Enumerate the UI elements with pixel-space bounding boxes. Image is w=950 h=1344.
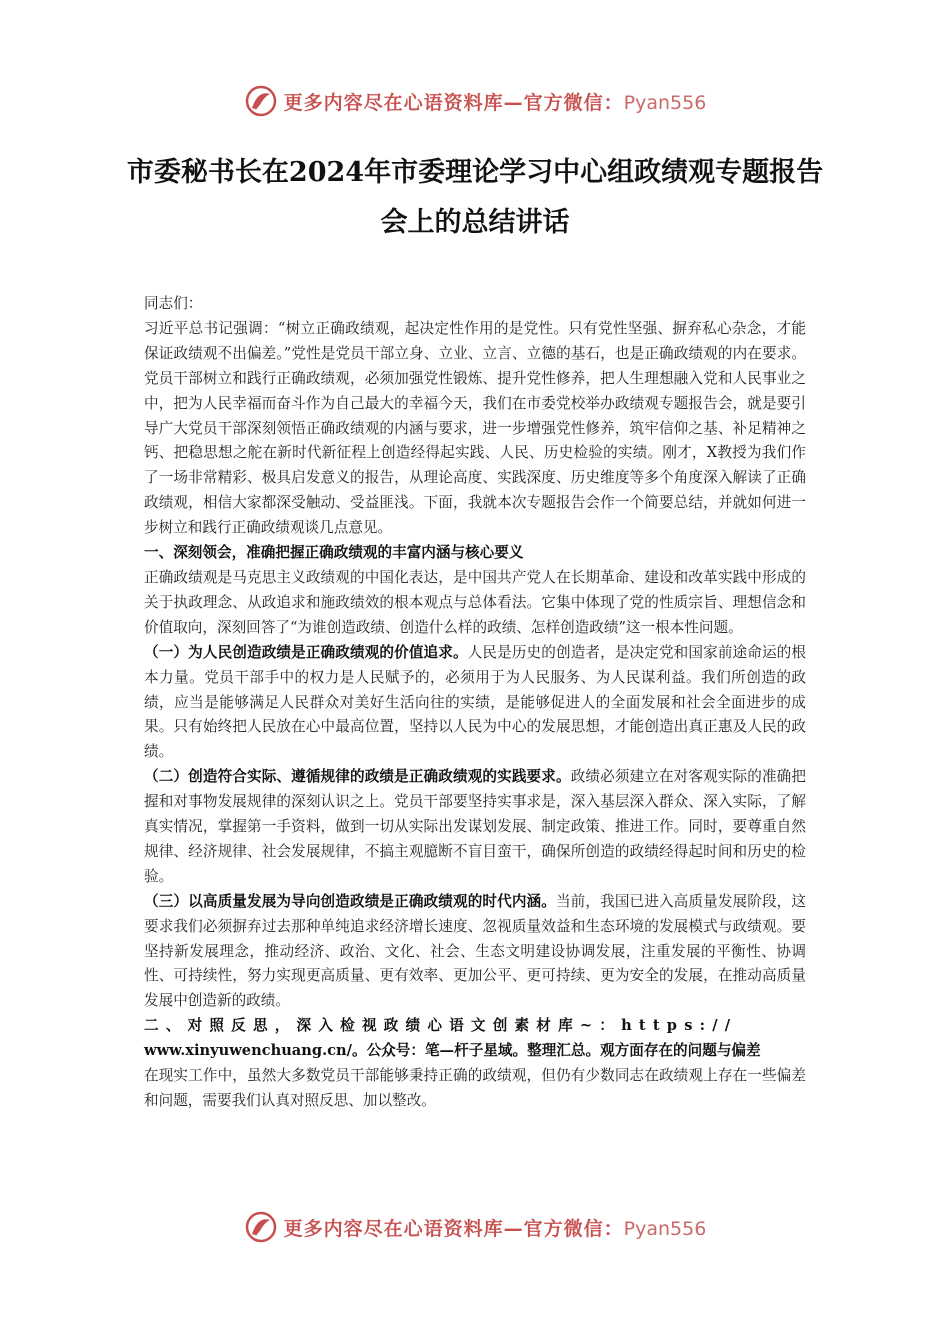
banner-wechat-handle: Pyan556 [623, 1217, 707, 1240]
library-logo-icon [244, 84, 278, 118]
footer-banner [0, 1210, 950, 1244]
section-heading-2-line2: www.xinyuwenchuang.cn/。公众号：笔—杆子星域。整理汇总。观方面存在的问题与偏差 [144, 1042, 761, 1060]
subsection-3-lead: （三）以高质量发展为导向创造政绩是正确政绩观的时代内涵。 [144, 892, 556, 910]
banner-text [284, 1214, 707, 1241]
subsection-3 [144, 890, 806, 1015]
banner-wechat-handle: Pyan556 [623, 91, 707, 114]
library-logo-icon [244, 1210, 278, 1244]
subsection-2 [144, 765, 806, 890]
salutation: 同志们： [144, 295, 203, 312]
subsection-2-lead: （二）创造符合实际、遵循规律的政绩是正确政绩观的实践要求。 [144, 768, 571, 786]
banner-slogan: 更多内容尽在心语资料库—官方微信： [283, 91, 624, 114]
banner-slogan: 更多内容尽在心语资料库—官方微信： [283, 1217, 624, 1240]
paragraph-intro: 习近平总书记强调：“树立正确政绩观，起决定性作用的是党性。只有党性坚强、摒弃私心杂念，才能保证政绩观不出偏差。”党性是党员干部立身、立业、立言、立德的基石，也是正确政绩观的内在要求。党员干部树立和践行正确政绩观，必须加强党性锻炼、提升党性修养，把人生理想融入党和人民事业之中，把为人民幸福而奋斗作为自己最大的幸福今天，我们在市委党校举办政绩观专题报告会，就是要引导广大党员干部深刻领悟正确政绩观的内涵与要求，进一步增强党性修养，筑牢信仰之基、补足精神之钙、把稳思想之舵在新时代新征程上创造经得起实践、人民、历史检验的实绩。刚才，X教授为我们作了一场非常精彩、极具启发意义的报告，从理论高度、实践深度、历史维度等多个角度深入解读了正确政绩观，相信大家都深受触动、受益匪浅。下面，我就本次专题报告会作一个简要总结，并就如何进一步树立和践行正确政绩观谈几点意见。 [144, 319, 806, 537]
banner-text [284, 88, 707, 115]
section-heading-1: 一、深刻领会，准确把握正确政绩观的丰富内涵与核心要义 [144, 544, 524, 562]
subsection-1 [144, 641, 806, 766]
paragraph-section-1: 正确政绩观是马克思主义政绩观的中国化表达，是中国共产党人在长期革命、建设和改革实践中形成的关于执政理念、从政追求和施政绩效的根本观点与总体看法。它集中体现了党的性质宗旨、理想信念和价值取向，深刻回答了“为谁创造政绩、创造什么样的政绩、怎样创造政绩”这一根本性问题。 [144, 568, 806, 636]
subsection-3-body: 当前，我国已进入高质量发展阶段，这要求我们必须摒弃过去那种单纯追求经济增长速度、忽视质量效益和生态环境的发展模式与政绩观。要坚持新发展理念，推动经济、政治、文化、社会、生态文明建设协调发展，注重发展的平衡性、协调性、可持续性，努力实现更高质量、更有效率、更加公平、更可持续、更为安全的发展，在推动高质量发展中创造新的政绩。 [144, 892, 806, 1010]
header-banner [0, 84, 950, 118]
subsection-1-body: 人民是历史的创造者，是决定党和国家前途命运的根本力量。党员干部手中的权力是人民赋予的，必须用于为人民服务、为人民谋利益。我们所创造的政绩，应当是能够满足人民群众对美好生活向往的实绩，是能够促进人的全面发展和社会全面进步的成果。只有始终把人民放在心中最高位置，坚持以人民为中心的发展思想，才能创造出真正惠及人民的政绩。 [144, 643, 806, 761]
section-heading-2-line1: 二、对照反思，深入检视政绩心语文创素材库~：https:// [144, 1017, 738, 1035]
paragraph-section-2: 在现实工作中，虽然大多数党员干部能够秉持正确的政绩观，但仍有少数同志在政绩观上存在一些偏差和问题，需要我们认真对照反思、加以整改。 [144, 1067, 806, 1109]
subsection-2-body: 政绩必须建立在对客观实际的准确把握和对事物发展规律的深刻认识之上。党员干部要坚持实事求是，深入基层深入群众、深入实际，了解真实情况，掌握第一手资料，做到一切从实际出发谋划发展、制定政策、推进工作。同时，要尊重自然规律、经济规律、社会发展规律，不搞主观臆断不盲目蛮干，确保所创造的政绩经得起时间和历史的检验。 [144, 768, 806, 885]
document-title: 市委秘书长在2024年市委理论学习中心组政绩观专题报告会上的总结讲话 [126, 157, 824, 238]
subsection-1-lead: （一）为人民创造政绩是正确政绩观的价值追求。 [144, 643, 468, 661]
document-body [144, 292, 806, 1114]
